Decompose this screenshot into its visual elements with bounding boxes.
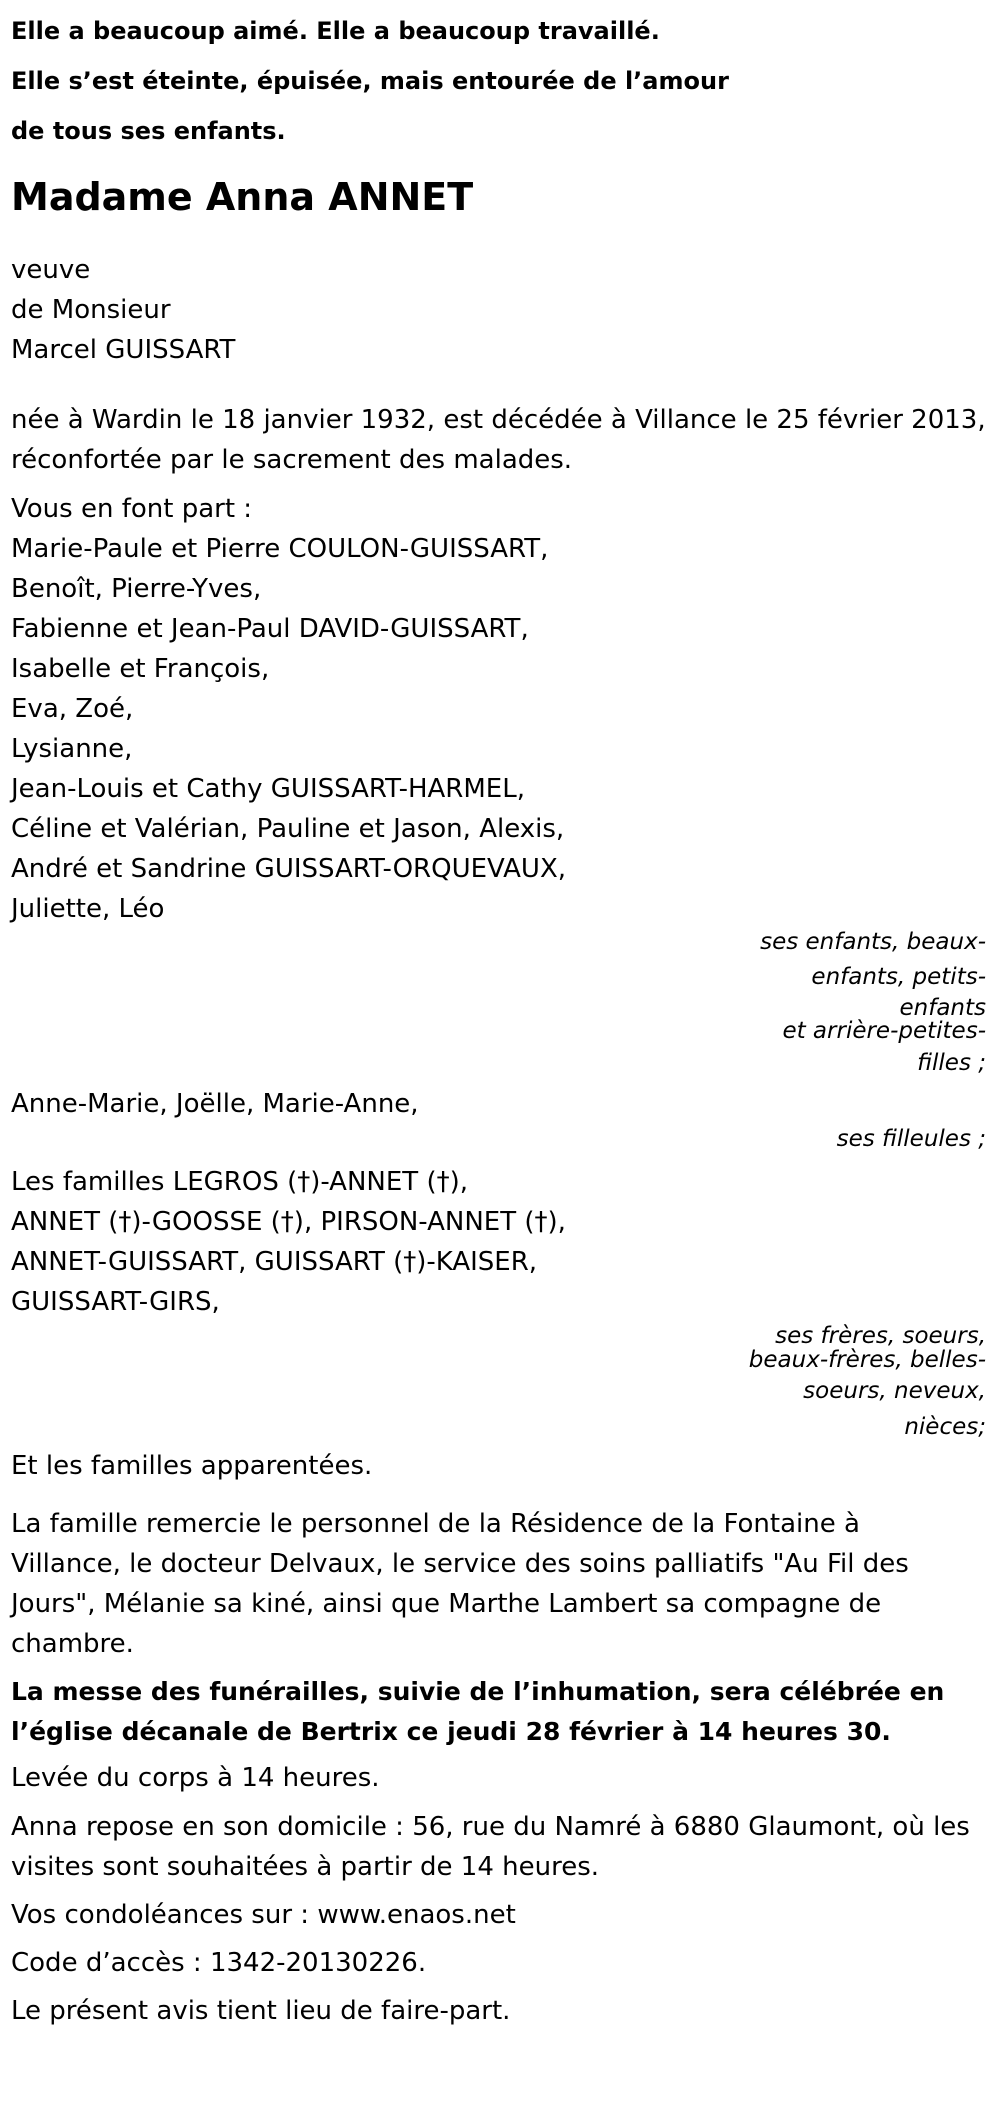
funeral-line: l’église décanale de Bertrix ce jeudi 28 février à 14 heures 30. [11,1717,891,1746]
thanks-line: Villance, le docteur Delvaux, le service des soins palliatifs "Au Fil des [11,1549,909,1579]
access-code: Code d’accès : 1342-20130226. [11,1948,427,1978]
condolences-info: Vos condoléances sur : www.enaos.net [11,1900,516,1930]
funeral-line: La messe des funérailles, suivie de l’inhumation, sera célébrée en [11,1677,945,1706]
list-item: André et Sandrine GUISSART-ORQUEVAUX, [11,854,567,884]
families-role [721,1324,986,1444]
list-item: Les familles LEGROS (†)-ANNET (†), [11,1167,468,1197]
list-item: ANNET-GUISSART, GUISSART (†)-KAISER, [11,1247,538,1277]
list-item: ANNET (†)-GOOSSE (†), PIRSON-ANNET (†), [11,1207,566,1237]
intro-line: Elle s’est éteinte, épuisée, mais entourée de l’amour [11,67,729,95]
levee-info: Levée du corps à 14 heures. [11,1763,380,1793]
role-line: enfants, petits- [811,964,986,990]
birth-line: réconfortée par le sacrement des malades. [11,445,573,475]
widow-line: veuve [11,255,91,285]
rest-line: visites sont souhaitées à partir de 14 heures. [11,1852,600,1882]
list-item: GUISSART-GIRS, [11,1287,220,1317]
rest-info [11,1807,986,1887]
list-item: Eva, Zoé, [11,694,134,724]
list-item: Benoît, Pierre-Yves, [11,574,262,604]
goddaughters: Anne-Marie, Joëlle, Marie-Anne, [11,1089,419,1119]
related-families: Et les familles apparentées. [11,1451,373,1481]
role-line: filles ; [917,1050,986,1076]
role-line: ses frères, soeurs, [775,1323,986,1349]
role-line: soeurs, neveux, [803,1378,986,1404]
widow-line: de Monsieur [11,295,171,325]
widow-block [11,250,986,370]
children-list [11,529,986,929]
deceased-name: Madame Anna ANNET [11,175,474,219]
intro-line: de tous ses enfants. [11,117,286,145]
list-item: Fabienne et Jean-Paul DAVID-GUISSART, [11,614,529,644]
list-item: Jean-Louis et Cathy GUISSART-HARMEL, [11,774,525,804]
funeral-info [11,1672,986,1752]
families-list [11,1162,986,1322]
role-line: beaux-frères, belles- [748,1347,986,1373]
list-item: Lysianne, [11,734,133,764]
thanks-line: Jours", Mélanie sa kiné, ainsi que Marthe Lambert sa compagne de [11,1589,882,1619]
birth-line: née à Wardin le 18 janvier 1932, est décédée à Villance le 25 février 2013, [11,405,986,435]
intro-text [11,6,986,156]
role-line: et arrière-petites- [782,1018,986,1044]
role-line: ses enfants, beaux- [760,929,986,955]
widow-line: Marcel GUISSART [11,335,236,365]
list-item: Juliette, Léo [11,894,165,924]
thanks-block [11,1504,986,1664]
closing-note: Le présent avis tient lieu de faire-part. [11,1996,511,2026]
obituary-document [11,0,986,2031]
thanks-line: La famille remercie le personnel de la Résidence de la Fontaine à [11,1509,860,1539]
announcement-intro: Vous en font part : [11,494,253,524]
role-line: enfants [899,995,986,1021]
goddaughters-role: ses filleules ; [836,1126,986,1152]
thanks-line: chambre. [11,1629,134,1659]
rest-line: Anna repose en son domicile : 56, rue du Namré à 6880 Glaumont, où les [11,1812,970,1842]
intro-line: Elle a beaucoup aimé. Elle a beaucoup travaillé. [11,17,660,45]
role-line: nièces; [904,1414,986,1440]
children-role [731,927,986,1084]
list-item: Céline et Valérian, Pauline et Jason, Alexis, [11,814,565,844]
birth-death-block [11,400,986,480]
list-item: Isabelle et François, [11,654,270,684]
list-item: Marie-Paule et Pierre COULON-GUISSART, [11,534,549,564]
